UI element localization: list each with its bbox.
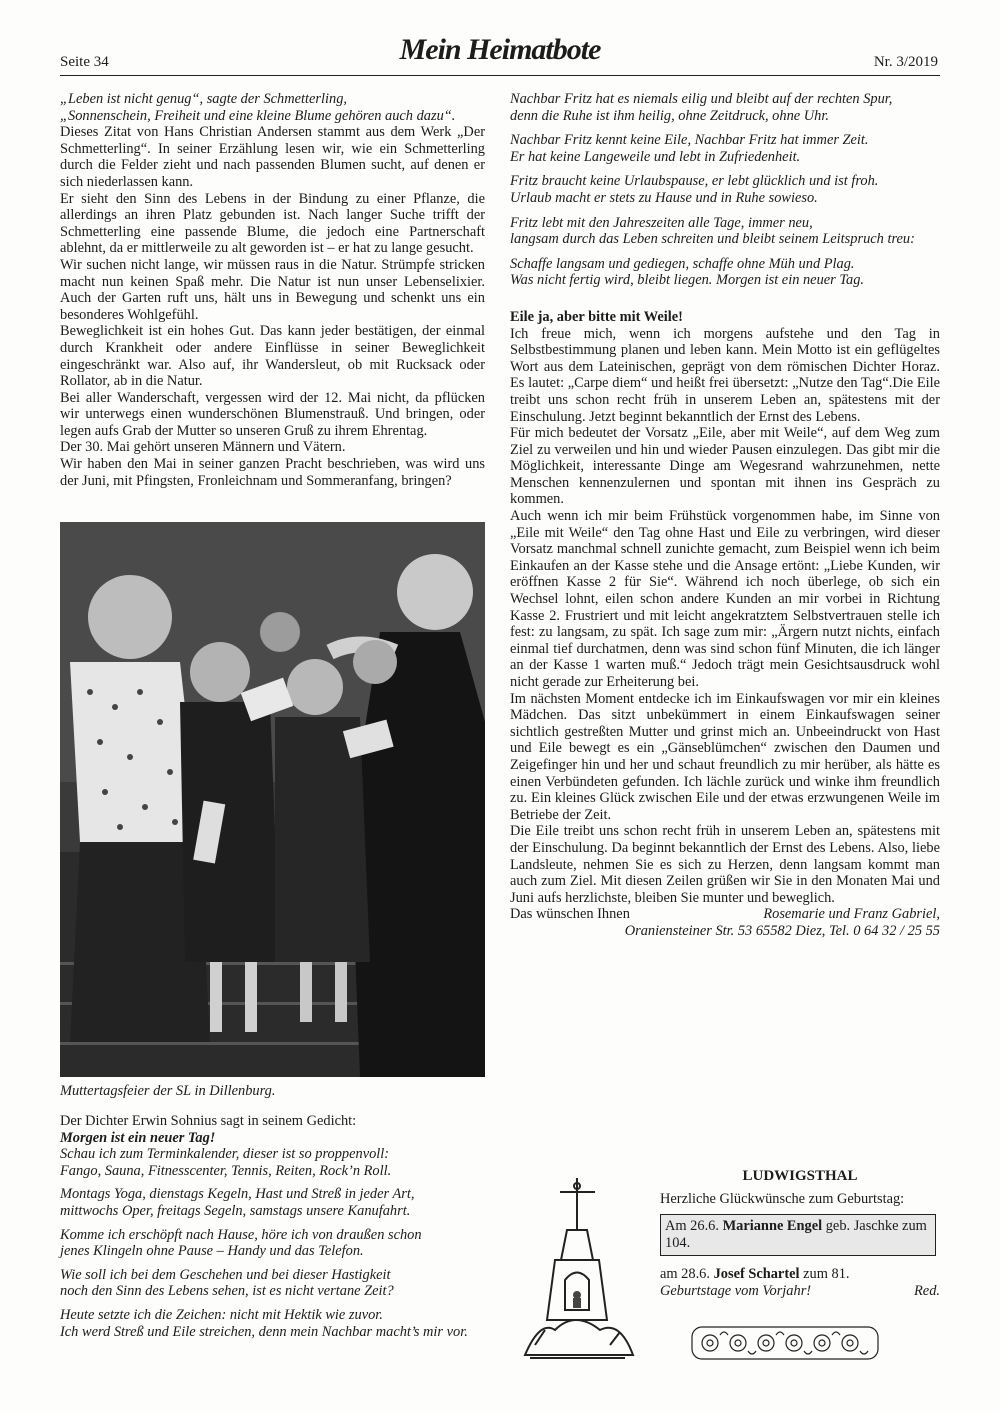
paragraph: Für mich bedeutet der Vorsatz „Eile, aber mit Weile“, auf dem Weg zum Ziel zu verweilen und hin und wieder Pausen einzulegen. Das gibt mir die Möglichkeit, interessante Dinge am Wegesrand wahrzunehmen, nette Menschen kennenzulernen und spontan mit ihnen ins Gespräch zu kommen. (510, 425, 940, 508)
birthday-name: Josef Schartel (713, 1266, 800, 1282)
paragraph: Bei aller Wanderschaft, vergessen wird der 12. Mai nicht, da pflücken wir unterwegs einen wunderschönen Blumenstrauß. Und bringen, oder legen aufs Grab der Mutter so unseren Gruß zu ihrem Ehrentag. (60, 389, 485, 439)
birthday-detail: geb. Jaschke zum 104. (665, 1218, 927, 1251)
paragraph: Ich freue mich, wenn ich morgens aufstehe und den Tag in Selbstbestimmung planen und leben kann. Mein Motto ist ein geflügeltes Wort aus dem Lateinischen, geprägt von dem römischen Dichter Horaz. Es lautet: „Carpe diem“ und heißt frei übersetzt: „Nutze den Tag“.Die Eile treibt uns schon recht früh in unserem Leben an, spätestens mit der Einschulung. Jetzt beginnt bekanntlich der Ernst des Lebens. (510, 325, 940, 425)
quote-line: „Sonnenschein, Freiheit und eine kleine Blume gehören auch dazu“. (60, 107, 456, 124)
section-heading: Eile ja, aber bitte mit Weile! (510, 308, 683, 325)
photo-choir (60, 522, 485, 1077)
greeting: Herzliche Glückwünsche zum Geburtstag: (660, 1191, 905, 1207)
poem-stanza: Fritz braucht keine Urlaubspause, er lebt glücklich und ist froh. Urlaub macht er stets zu Hause und in Ruhe sowieso. (510, 173, 879, 206)
paragraph: Die Eile treibt uns schon recht früh in unserem Leben an, spätestens mit der Einschulung. Da beginnt bekanntlich der Ernst des Lebens. Also, liebe Landsleute, nehmen Sie es sich zu Herzen, denn langsam kommt man auch zum Ziel. Mit diesen Zeilen grüßen wir Sie in den Monaten Mai und Juni aufs herzlichste, bleiben Sie munter und beweglich. (510, 823, 940, 906)
paragraph: Der 30. Mai gehört unseren Männern und Vätern. (60, 439, 346, 456)
poem-stanza: Komme ich erschöpft nach Hause, höre ich von draußen schon jenes Klingeln ohne Pause – Handy und das Telefon. (60, 1226, 422, 1260)
birthday-name: Marianne Engel (722, 1218, 823, 1234)
poem-stanza: Wie soll ich bei dem Geschehen und bei dieser Hastigkeit noch den Sinn des Lebens sehen, ist es nicht vertane Zeit? (60, 1266, 394, 1300)
birthday-detail: zum 81. (803, 1266, 850, 1282)
flower-border-icon (690, 1323, 880, 1363)
paragraph: Dieses Zitat von Hans Christian Andersen stammt aus dem Werk „Der Schmetterling“. In seiner Erzählung lesen wir, wie ein Schmetterling durch die Felder zieht und nach passenden Blumen sucht, auf denen er sich niederlassen kann. (60, 124, 485, 190)
crucifix-icon (515, 1170, 640, 1370)
poem-stanza: Nachbar Fritz hat es niemals eilig und bleibt auf der rechten Spur, denn die Ruhe ist ihm heilig, ohne Zeitdruck, ohne Uhr. (510, 91, 893, 124)
issue-number: Nr. 3/2019 (873, 54, 938, 70)
paragraph: Auch wenn ich mir beim Frühstück vorgenommen habe, im Sinne von „Eile mit Weile“ den Tag ohne Hast und Eile zu verbringen, wird dieser Vorsatz manchmal schnell zunichte gemacht, zum Beispiel wenn ich beim Einkaufen an der Kasse stehe und die Ansage ertönt: „Liebe Kunden, wir eröffnen Kasse 2 für Sie“. Während ich noch überlege, ob sich ein Wechsel lohnt, eilen schon andere Kunden an mir vorbei in Richtung Kasse 2. Frustriert und mit leicht angekratztem Selbstvertrauen stelle ich fest: zu langsam, zu spät. Ich sage zum mir: „Ärgern nutzt nichts, einfach einmal tief durchatmen, denn was sind schon fünf Minuten, die ich länger an der Kasse 1 warten muß.“ Jedoch trägt mein Gesichtsausdruck wohl nicht gerade zur Erheiterung bei. (510, 508, 940, 690)
poem-stanza: Fritz lebt mit den Jahreszeiten alle Tage, immer neu, langsam durch das Leben schreiten und bleibt seinem Leitspruch treu: (510, 214, 915, 248)
header-rule (60, 75, 940, 76)
authors: Rosemarie und Franz Gabriel, (763, 906, 940, 923)
page-number: Seite 34 (60, 54, 109, 70)
paragraph: Wir haben den Mai in seiner ganzen Pracht beschrieben, was wird uns der Juni, mit Pfingsten, Fronleichnam und Sommeranfang, bringen? (60, 456, 485, 489)
masthead-logo: Mein Heimatbote (399, 33, 601, 66)
birthday-date: Am 26.6. (665, 1218, 719, 1234)
poem-stanza: Schau ich zum Terminkalender, dieser ist so proppenvoll: Fango, Sauna, Fitnesscenter, Tennis, Reiten, Rock’n Roll. (60, 1146, 392, 1179)
photo-caption: Muttertagsfeier der SL in Dillenburg. (60, 1083, 276, 1099)
footnote: Geburtstage vom Vorjahr! (660, 1283, 812, 1299)
poem-stanza: Nachbar Fritz kennt keine Eile, Nachbar Fritz hat immer Zeit. Er hat keine Langeweile und lebt in Zufriedenheit. (510, 132, 869, 165)
left-column (60, 91, 485, 489)
signature-row (510, 906, 940, 923)
birthday-entry (660, 1266, 940, 1283)
crucifix-illustration (515, 1170, 640, 1370)
poem-stanza: Schaffe langsam und gediegen, schaffe ohne Müh und Plag. Was nicht fertig wird, bleibt liegen. Morgen ist ein neuer Tag. (510, 255, 865, 289)
paragraph: Beweglichkeit ist ein hohes Gut. Das kann jeder bestätigen, der einmal durch Krankheit oder andere Einflüsse in seiner Beweglichkeit eingeschränkt war. Also auf, ihr Wandersleut, ob mit Rucksack oder Rollator, ab in die Natur. (60, 323, 485, 390)
poem-stanza: Heute setzte ich die Zeichen: nicht mit Hektik wie zuvor. Ich werd Streß und Eile streichen, denn mein Nachbar macht’s mir vor. (60, 1306, 468, 1340)
footnote-row (660, 1283, 940, 1300)
paragraph: Er sieht den Sinn des Lebens in der Bindung zu einer Pflanze, die allerdings an ihren Platz gebunden ist. Nach langer Suche trifft der Schmetterling eine passende Blume, die jedoch eine Partnerschaft ablehnt, da er mittlerweile zu alt geworden ist – er hat zu lange gesucht. (60, 190, 485, 257)
section-title: LUDWIGSTHAL (742, 1168, 858, 1184)
paragraph: Im nächsten Moment entdecke ich im Einkaufswagen vor mir ein kleines Mädchen. Das sitzt unbekümmert in einem Einkaufswagen seiner sichtlich gestreßten Mutter und grinst mich an. Unbeeindruckt von Hast und Eile bewegt es ein „Gänseblümchen“ zwischen den Daumen und Zeigefinger hin und her und schaut freundlich zu mir herüber, als hätte es einen Verbündeten gefunden. Ich lächle zurück und winke ihm freundlich zu. Ein kleines Glück zwischen Eile und der etwas erzwungenen Weile im Betriebe der Zeit. (510, 690, 940, 823)
photo-illustration (60, 522, 485, 1077)
poem-block (60, 1113, 485, 1347)
editor-signature: Red. (914, 1283, 940, 1299)
birthday-date: am 28.6. (660, 1266, 710, 1282)
poem-intro: Der Dichter Erwin Sohnius sagt in seinem Gedicht: (60, 1113, 357, 1129)
flower-ornament (690, 1323, 880, 1363)
birthday-highlight (660, 1214, 936, 1256)
address: Oraniensteiner Str. 53 65582 Diez, Tel. 0 64 32 / 25 55 (624, 922, 940, 939)
ludwigsthal-section (660, 1168, 940, 1300)
closing-line: Das wünschen Ihnen (510, 906, 630, 923)
quote-line: „Leben ist nicht genug“, sagte der Schmetterling, (60, 91, 347, 107)
paragraph: Wir suchen nicht lange, wir müssen raus in die Natur. Strümpfe stricken macht nun keinen Spaß mehr. Die Natur ist nun unser Lebenselixier. Auch der Garten ruft uns, hält uns in Bewegung und schenkt uns ein besonderes Wohlgefühl. (60, 256, 485, 323)
poem-title: Morgen ist ein neuer Tag! (60, 1129, 216, 1146)
poem-stanza: Montags Yoga, dienstags Kegeln, Hast und Streß in jeder Art, mittwochs Oper, freitags Segeln, samstags unsere Kanufahrt. (60, 1186, 415, 1219)
right-column (510, 91, 940, 940)
